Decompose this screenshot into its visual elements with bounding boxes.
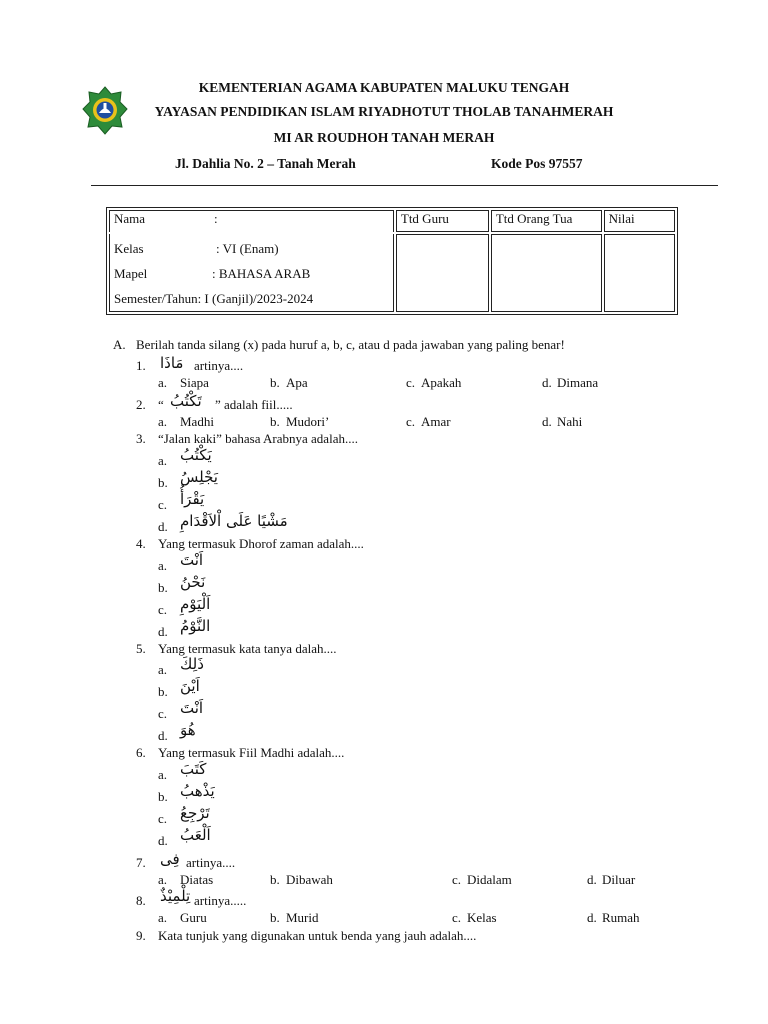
option-label: d. [158,624,168,639]
ttd-orang-tua-box[interactable] [491,234,602,312]
header-divider [91,185,718,186]
nama-label: Nama [114,211,146,226]
option-label: a. [158,910,168,925]
option-label: c. [452,910,462,925]
question-arabic-word: تَكْتُبُ [170,392,202,410]
option-text[interactable]: Rumah [602,910,640,925]
option-arabic[interactable]: كَتَبَ [180,760,207,778]
question-text: Yang termasuk Fiil Madhi adalah.... [158,745,345,760]
option-text[interactable]: Guru [180,910,207,925]
ttd-guru-box[interactable] [396,234,489,312]
option-label: a. [158,872,168,887]
question-number: 2. [136,397,146,412]
option-arabic[interactable]: نَحْنُ [180,573,206,591]
header-postal-code: Kode Pos 97557 [491,156,583,171]
option-text[interactable]: Dimana [557,375,599,390]
option-label: b. [270,910,280,925]
option-label: c. [158,497,168,512]
option-arabic[interactable]: اَلْيَوْمِ [180,595,211,613]
option-label: a. [158,375,168,390]
option-label: d. [587,910,597,925]
question-text: Yang termasuk kata tanya dalah.... [158,641,337,656]
option-label: d. [158,833,168,848]
option-label: a. [158,414,168,429]
option-arabic[interactable]: يَكْتُبُ [180,446,212,464]
question-arabic-word: فِى [160,850,180,868]
kelas-label: Kelas [114,241,144,256]
question-text: Kata tunjuk yang digunakan untuk benda yang jauh adalah.... [158,928,477,943]
option-text[interactable]: Mudori’ [286,414,330,429]
nama-cell [109,210,394,232]
option-text[interactable]: Nahi [557,414,583,429]
question-text: artinya.... [186,855,236,870]
option-label: b. [158,684,168,699]
question-text: “Jalan kaki” bahasa Arabnya adalah.... [158,431,358,446]
student-details-cell [109,234,394,312]
nilai-box[interactable] [604,234,675,312]
question-number: 7. [136,855,146,870]
option-label: c. [452,872,462,887]
option-arabic[interactable]: مَشْيًا عَلَى اْلاَقْدَامِ [180,512,288,530]
section-a-instruction: Berilah tanda silang (x) pada huruf a, b, c, atau d pada jawaban yang paling benar! [136,337,565,352]
question-text: Yang termasuk Dhorof zaman adalah.... [158,536,364,551]
ttd-orang-tua-header: Ttd Orang Tua [491,210,602,232]
student-info-table [106,207,678,315]
mapel-label: Mapel [114,266,148,281]
option-label: b. [270,414,280,429]
header-foundation: YAYASAN PENDIDIKAN ISLAM RIYADHOTUT THOLAB TANAHMERAH [154,104,614,119]
option-arabic[interactable]: ذَلِكَ [180,655,204,673]
question-number: 3. [136,431,146,446]
option-text[interactable]: Kelas [467,910,497,925]
option-label: d. [587,872,597,887]
option-label: a. [158,558,168,573]
option-text[interactable]: Amar [421,414,451,429]
semester-text: Semester/Tahun: I (Ganjil)/2023-2024 [114,291,314,306]
option-text[interactable]: Diatas [180,872,214,887]
option-label: c. [158,811,168,826]
option-arabic[interactable]: النَّوْمُ [180,617,211,635]
option-text[interactable]: Apakah [421,375,462,390]
option-label: b. [158,475,168,490]
option-arabic[interactable]: هُوَ [180,721,196,739]
mapel-value: : BAHASA ARAB [212,266,311,281]
option-label: d. [158,728,168,743]
option-text[interactable]: Didalam [467,872,512,887]
option-label: b. [270,872,280,887]
question-number: 6. [136,745,146,760]
option-label: c. [158,602,168,617]
question-open-quote: “ [158,397,164,412]
question-number: 4. [136,536,146,551]
option-label: d. [542,375,552,390]
option-label: c. [406,414,416,429]
option-label: a. [158,662,168,677]
question-text: artinya.... [194,358,244,373]
option-arabic[interactable]: اَنْتَ [180,699,204,717]
question-arabic-word: تِلْمِيْذٌ [160,887,191,905]
option-text[interactable]: Diluar [602,872,636,887]
section-a-marker: A. [113,337,126,352]
kelas-value: : VI (Enam) [216,241,279,256]
option-label: b. [158,580,168,595]
header-address: Jl. Dahlia No. 2 – Tanah Merah [175,156,356,171]
option-label: b. [270,375,280,390]
option-arabic[interactable]: اَيْنَ [180,677,200,695]
question-number: 5. [136,641,146,656]
option-label: c. [406,375,416,390]
option-text[interactable]: Apa [286,375,308,390]
option-label: d. [542,414,552,429]
question-arabic-word: مَاذَا [160,354,184,372]
header-ministry: KEMENTERIAN AGAMA KABUPATEN MALUKU TENGAH [198,80,570,95]
header-school-name: MI AR ROUDHOH TANAH MERAH [273,130,495,145]
option-label: a. [158,767,168,782]
option-arabic[interactable]: اَنْتَ [180,551,204,569]
ttd-guru-header: Ttd Guru [396,210,489,232]
option-arabic[interactable]: اَلْعَبُ [180,826,211,844]
option-label: c. [158,706,168,721]
option-label: d. [158,519,168,534]
option-arabic[interactable]: يَذْهبُ [180,782,215,800]
option-text[interactable]: Madhi [180,414,214,429]
question-text: artinya..... [194,893,247,908]
option-arabic[interactable]: يَجْلِسُ [180,468,218,486]
question-text: ” adalah fiil..... [215,397,293,412]
option-text[interactable]: Murid [286,910,319,925]
question-number: 8. [136,893,146,908]
nama-value: : [214,211,218,226]
option-arabic[interactable]: يَقْرَأُ [180,490,205,508]
option-text[interactable]: Siapa [180,375,209,390]
option-arabic[interactable]: تَرْجِعُ [180,804,210,822]
nilai-header: Nilai [604,210,675,232]
question-number: 1. [136,358,146,373]
option-text[interactable]: Dibawah [286,872,333,887]
option-label: b. [158,789,168,804]
question-number: 9. [136,928,146,943]
option-label: a. [158,453,168,468]
